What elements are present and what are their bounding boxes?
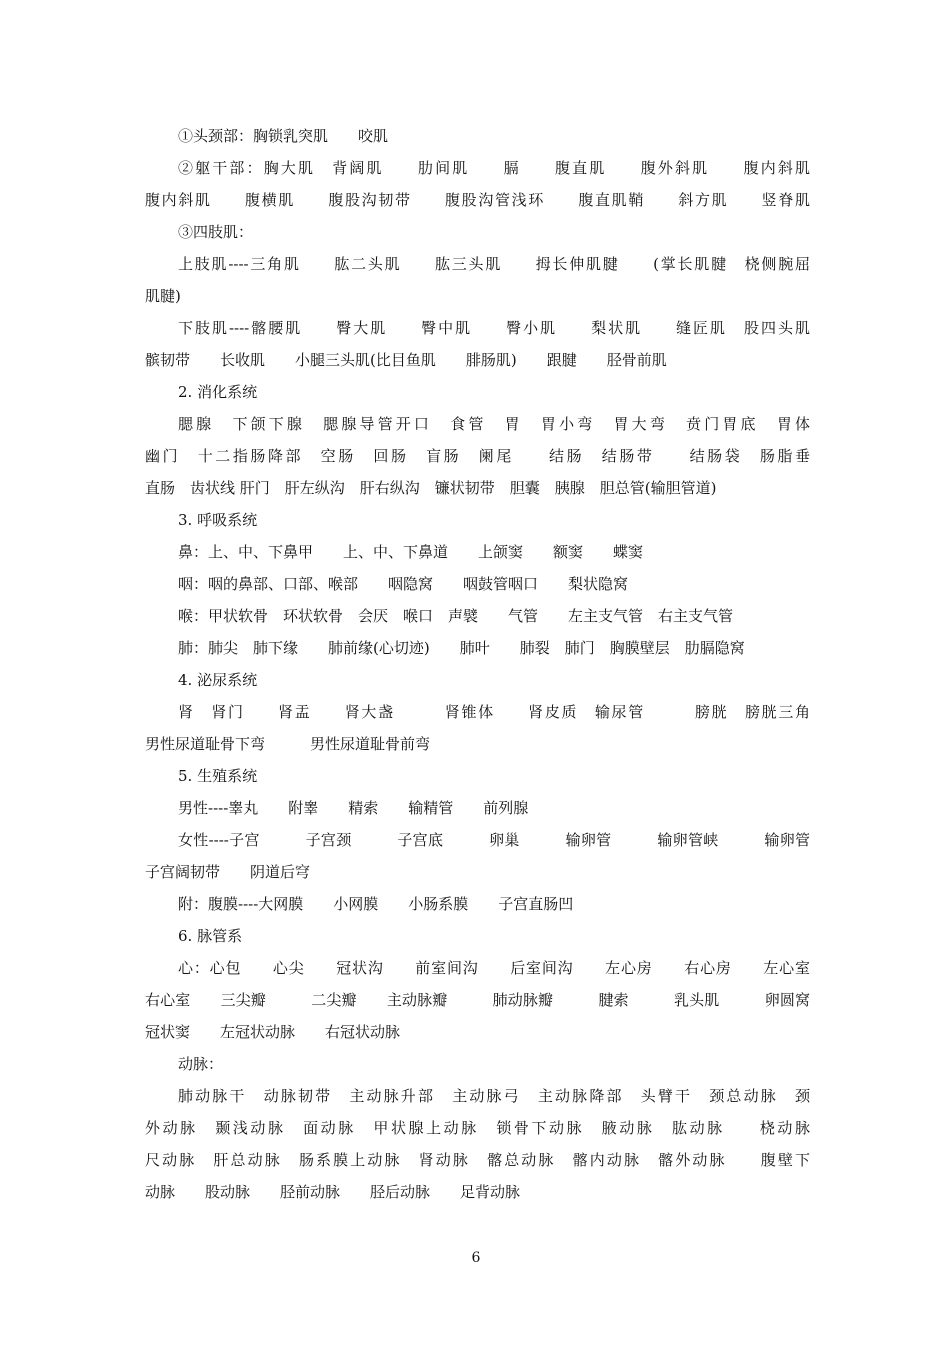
text-line: 鼻：上、中、下鼻甲 上、中、下鼻道 上颌窦 额窦 蝶窦 <box>178 543 644 561</box>
text-line: 动脉： <box>178 1055 224 1073</box>
section-heading: 6. 脉管系 <box>178 927 243 945</box>
text-line: ①头颈部：胸锁乳突肌 咬肌 <box>178 127 389 145</box>
text-line: 下肢肌----髂腰肌 臀大肌 臀中肌 臀小肌 梨状肌 缝匠肌 股四头肌 <box>178 319 810 337</box>
text-line: 右心室 三尖瓣 二尖瓣 主动脉瓣 肺动脉瓣 腱索 乳头肌 卵圆窝 <box>145 991 810 1009</box>
text-line: ②躯干部：胸大肌 背阔肌 肋间肌 膈 腹直肌 腹外斜肌 腹内斜肌 <box>178 159 810 177</box>
text-line: 男性尿道耻骨下弯 男性尿道耻骨前弯 <box>145 735 431 753</box>
section-heading: 3. 呼吸系统 <box>178 511 258 529</box>
text-line: 肺动脉干 动脉韧带 主动脉升部 主动脉弓 主动脉降部 头臂干 颈总动脉 颈 <box>178 1087 810 1105</box>
text-line: 喉：甲状软骨 环状软骨 会厌 喉口 声襞 气管 左主支气管 右主支气管 <box>178 607 734 625</box>
page-number: 6 <box>471 1250 481 1266</box>
text-line: 肌腱) <box>145 287 181 305</box>
text-line: 上肢肌----三角肌 肱二头肌 肱三头肌 拇长伸肌腱 (掌长肌腱 桡侧腕屈 <box>178 255 810 273</box>
text-line: 尺动脉 肝总动脉 肠系膜上动脉 肾动脉 髂总动脉 髂内动脉 髂外动脉 腹壁下 <box>145 1151 810 1169</box>
text-line: 冠状窦 左冠状动脉 右冠状动脉 <box>145 1023 401 1041</box>
text-line: 腹内斜肌 腹横肌 腹股沟韧带 腹股沟管浅环 腹直肌鞘 斜方肌 竖脊肌 <box>145 191 810 209</box>
text-line: 附：腹膜----大网膜 小网膜 小肠系膜 子宫直肠凹 <box>178 895 574 913</box>
text-line: 男性----睾丸 附睾 精索 输精管 前列腺 <box>178 799 529 817</box>
text-line: 心：心包 心尖 冠状沟 前室间沟 后室间沟 左心房 右心房 左心室 <box>178 959 810 977</box>
text-line: 子宫阔韧带 阴道后穹 <box>145 863 311 881</box>
text-line: 外动脉 颞浅动脉 面动脉 甲状腺上动脉 锁骨下动脉 腋动脉 肱动脉 桡动脉 <box>145 1119 810 1137</box>
text-line: ③四肢肌： <box>178 223 254 241</box>
section-heading: 5. 生殖系统 <box>178 767 258 785</box>
text-line: 幽门 十二指肠降部 空肠 回肠 盲肠 阑尾 结肠 结肠带 结肠袋 肠脂垂 <box>145 447 810 465</box>
text-line: 髌韧带 长收肌 小腿三头肌(比目鱼肌 腓肠肌) 跟腱 胫骨前肌 <box>145 351 667 369</box>
text-line: 腮腺 下颌下腺 腮腺导管开口 食管 胃 胃小弯 胃大弯 贲门胃底 胃体 <box>178 415 810 433</box>
text-line: 肺：肺尖 肺下缘 肺前缘(心切迹) 肺叶 肺裂 肺门 胸膜壁层 肋膈隐窝 <box>178 639 745 657</box>
section-heading: 4. 泌尿系统 <box>178 671 258 689</box>
text-line: 咽：咽的鼻部、口部、喉部 咽隐窝 咽鼓管咽口 梨状隐窝 <box>178 575 629 593</box>
text-line: 女性----子宫 子宫颈 子宫底 卵巢 输卵管 输卵管峡 输卵管 <box>178 831 810 849</box>
text-line: 直肠 齿状线 肝门 肝左纵沟 肝右纵沟 镰状韧带 胆囊 胰腺 胆总管(输胆管道) <box>145 479 717 497</box>
text-line: 动脉 股动脉 胫前动脉 胫后动脉 足背动脉 <box>145 1183 521 1201</box>
section-heading: 2. 消化系统 <box>178 383 258 401</box>
text-line: 肾 肾门 肾盂 肾大盏 肾锥体 肾皮质 输尿管 膀胱 膀胱三角 <box>178 703 810 721</box>
